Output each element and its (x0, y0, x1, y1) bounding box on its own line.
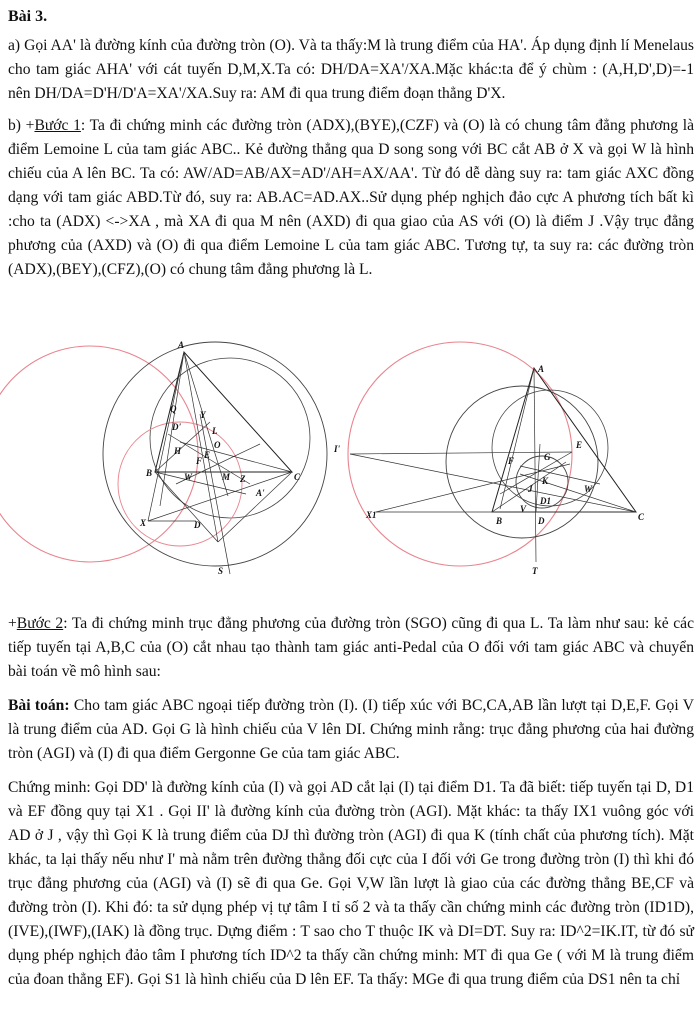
label-Q: Q (170, 404, 177, 414)
label2-T: T (532, 566, 538, 576)
label2-C: C (638, 512, 645, 522)
figure-right (334, 334, 700, 584)
label2-B: B (496, 516, 503, 526)
inner-circle-2 (118, 422, 242, 546)
label2-K: K (542, 476, 549, 486)
label-O: O (214, 440, 221, 450)
part-b-text: : Ta đi chứng minh các đường tròn (ADX),(BYE),(CZF) và (O) là có chung tâm đẳng phương là điểm Lemoine L của tam giác ABC.. Kẻ đường thẳng qua D song song với BC cắt AB ở X và gọi W là hình chiếu của A lên BC. Ta có: AW/AD=AB/AX=AD'/AH=AX/AA'. Từ đó dễ dàng suy ra: tam giác AXC đồng dạng với tam giác ABD.Từ đó, suy ra: AB.AC=AD.AX..Sử dụng phép nghịch đảo cực A phương tích bất kì :cho ta (ADX) <->XA , mà XA đi qua M nên (AXD) đi qua giao của AS với (O) là điểm J .Vậy trục đẳng phương của (AXD) và (O) đi qua điểm Lemoine L của tam giác ABC. Tương tự, ta suy ra: các đường tròn (ADX),(BEY),(CFZ),(O) có chung tâm đẳng phương là L. (8, 117, 695, 278)
step2-text: : Ta đi chứng minh trục đẳng phương của đường tròn (SGO) cũng đi qua L. Ta làm như sau: kẻ các tiếp tuyến tại A,B,C của (O) cắt nhau tạo thành tam giác anti-Pedal của O đối với tam giác ABC và chuyển bài toán về mô hình sau: (8, 615, 695, 680)
label2-J: J (528, 484, 533, 494)
problem-text: Cho tam giác ABC ngoại tiếp đường tròn (I). (I) tiếp xúc với BC,CA,AB lần lượt tại D,E,F. Gọi V là trung điểm của AD. Gọi G là hình chiếu của V lên DI. Chứng minh rằng: trục đẳng phương của hai đường tròn (AGI) và (I) đi qua điểm Gergonne Ge của tam giác ABC. (8, 697, 694, 762)
figures-row (0, 334, 700, 584)
label-S: S (218, 566, 224, 576)
label2-F: F (508, 456, 515, 466)
label-M: M (222, 472, 231, 482)
part-a-paragraph: a) Gọi AA' là đường kính của đường tròn (O). Và ta thấy:M là trung điểm của HA'. Áp dụng định lí Menelaus cho tam giác AHA' với cát tuyến D,M,X.Ta có: DH/DA=XA'/XA.Mặc khác:ta để ý chùm : (A,H,D',D)=-1 nên DH/DA=D'H/D'A=XA'/XA.Suy ra: AM đi qua trung điểm đoạn thẳng D'X. (8, 37, 694, 102)
problem-paragraph (8, 694, 694, 766)
label2-W: W (584, 484, 593, 494)
step2-paragraph (8, 612, 694, 684)
label-E: E (204, 450, 211, 460)
part-b-prefix: b) + (8, 117, 35, 134)
label-D-prime: D' (172, 422, 181, 432)
step1-label: Bước 1 (34, 117, 81, 134)
label-B: B (146, 468, 153, 478)
label2-E: E (576, 440, 583, 450)
label-Z: Z (240, 474, 246, 484)
document-lower (8, 612, 694, 992)
part-b-paragraph (8, 114, 694, 282)
label-A-prime: A' (256, 488, 265, 498)
figure-left (0, 334, 340, 584)
document-page (8, 6, 694, 282)
label2-V: V (520, 504, 527, 514)
label2-D: D (538, 516, 545, 526)
label-D: D (194, 520, 201, 530)
problem-heading: Bài 3. (8, 8, 48, 25)
label-C: C (294, 472, 301, 482)
proof-paragraph: Chứng minh: Gọi DD' là đường kính của (I) và gọi AD cắt lại (I) tại điểm D1. Ta đã biết: tiếp tuyến tại D, D1 và EF đồng quy tại X1 . Gọi II' là đường kính của đường tròn (AGI). Mặt khác: ta thấy IX1 vuông góc với AD ở J , vậy thì Gọi K là trung điểm của DJ thì đường tròn (AGI) đi qua K (tính chất của phương tích). Mặt khác, ta lại thấy nếu như I' mà nằm trên đường thẳng đối cực của I đối với Ge trong đường tròn (I) thì khi đó trục đẳng phương của (AGI) và (I) sẽ đi qua Ge. Gọi V,W lần lượt là giao của các đường thẳng BE,CF và đường tròn (I). Khi đó: ta sử dụng phép vị tự tâm I tỉ số 2 và ta thấy cần chứng minh các đường tròn (ID1D),(IVE),(IWF),(IAK) là đồng trục. Dựng điểm : T sao cho T thuộc IK và DI=DT. Suy ra: ID^2=IK.IT, từ đó sử dụng phép nghịch đảo tâm I phương tích ID^2 ta thấy cần chứng minh: MT đi qua Ge ( với M là trung điểm của đoan thẳng EF). Gọi S1 là hình chiếu của D lên EF. Ta thấy: MGe đi qua trung điểm của DS1 nên ta chỉ (8, 779, 694, 988)
step2-prefix: + (8, 615, 17, 632)
construction-lines-right (350, 368, 636, 562)
label-X: X (140, 518, 147, 528)
triangle-abc-right (492, 368, 636, 512)
label-A: A (178, 340, 185, 350)
label2-X1: X1 (366, 510, 377, 520)
label-Y: Y (200, 410, 206, 420)
figure-right-labels (333, 364, 645, 576)
label2-I-prime: I' (334, 444, 341, 454)
label2-A: A (538, 364, 545, 374)
label-H: H (174, 446, 182, 456)
label-W: W (184, 472, 193, 482)
problem-label: Bài toán: (8, 697, 70, 714)
label-L: L (212, 426, 218, 436)
label2-G: G (544, 452, 551, 462)
label2-D1: D1 (540, 496, 551, 506)
label-F: F (196, 456, 203, 466)
step2-label: Bước 2 (16, 615, 64, 632)
